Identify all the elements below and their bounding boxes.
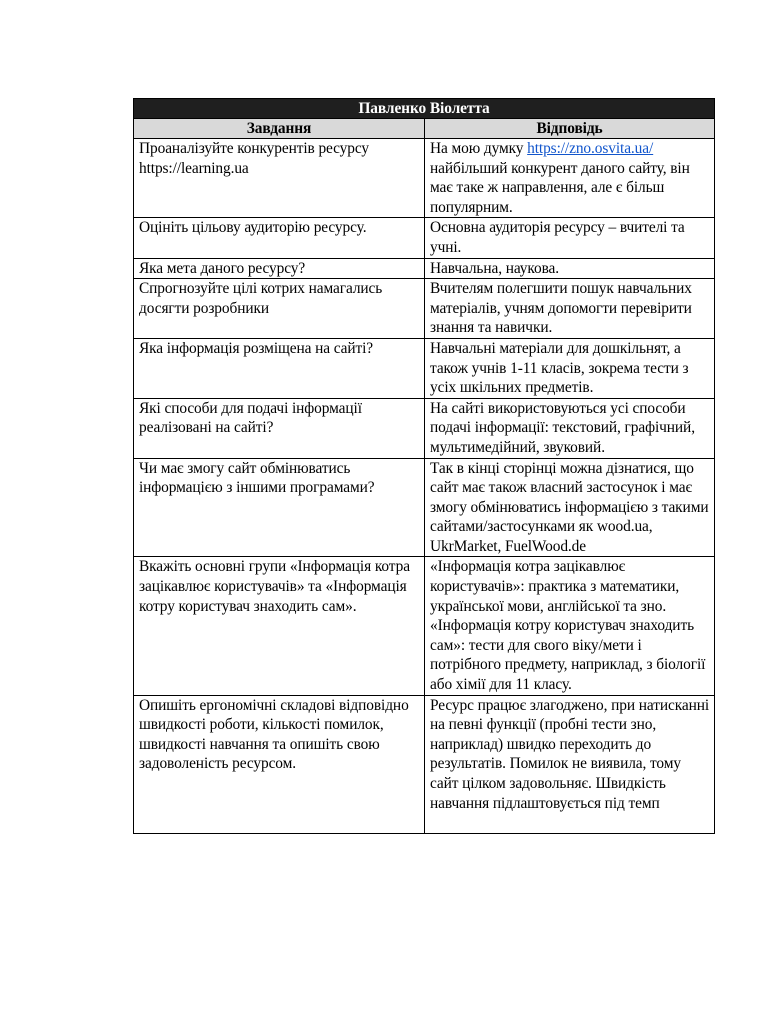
table-row xyxy=(134,258,715,279)
question-cell: Вкажіть основні групи «Інформація котра зацікавлює користувачів» та «Інформація котру користувач знаходить сам». xyxy=(134,557,425,695)
answer-cell: Навчальні матеріали для дошкільнят, а також учнів 1-11 класів, зокрема тести з усіх шкільних предметів. xyxy=(425,338,715,398)
table-row xyxy=(134,695,715,833)
answer-cell: На сайті використовуються усі способи подачі інформації: текстовий, графічний, мультимедійний, звуковий. xyxy=(425,398,715,458)
question-cell: Яка інформація розміщена на сайті? xyxy=(134,338,425,398)
answer-cell: «Інформація котра зацікавлює користувачів»: практика з математики, української мови, англійської та зно. «Інформація котру користувач знаходить сам»: тести для свого віку/мети і потрібного предмету, наприклад, з біології або хімії для 11 класу. xyxy=(425,557,715,695)
answer-text: найбільший конкурент даного сайту, він має таке ж направлення, але є більш популярним. xyxy=(430,159,690,216)
question-cell: Оцініть цільову аудиторію ресурсу. xyxy=(134,218,425,258)
question-cell: Яка мета даного ресурсу? xyxy=(134,258,425,279)
question-cell: Опишіть ергономічні складові відповідно швидкості роботи, кількості помилок, швидкості навчання та опишіть свою задоволеність ресурсом. xyxy=(134,695,425,833)
column-header-answer: Відповідь xyxy=(425,119,715,139)
answer-link[interactable]: https://zno.osvita.ua/ xyxy=(527,140,654,157)
answer-cell xyxy=(425,139,715,218)
table-row xyxy=(134,218,715,258)
question-cell: Чи має змогу сайт обмінюватись інформацією з іншими програмами? xyxy=(134,458,425,557)
table-title-row xyxy=(134,99,715,119)
question-cell: Спрогнозуйте цілі котрих намагались досягти розробники xyxy=(134,279,425,339)
table-row xyxy=(134,338,715,398)
answer-cell: Навчальна, наукова. xyxy=(425,258,715,279)
table-header-row xyxy=(134,119,715,139)
table-row xyxy=(134,557,715,695)
answer-cell: Основна аудиторія ресурсу – вчителі та учні. xyxy=(425,218,715,258)
task-answer-table xyxy=(133,98,715,834)
answer-cell: Ресурс працює злагоджено, при натисканні на певні функції (пробні тести зно, наприклад) швидко переходить до результатів. Помилок не виявила, тому сайт цілком задовольняє. Швидкість навчання підлаштовується під темп xyxy=(425,695,715,833)
column-header-task: Завдання xyxy=(134,119,425,139)
question-cell: Проаналізуйте конкурентів ресурсу https://learning.ua xyxy=(134,139,425,218)
table-row xyxy=(134,279,715,339)
table-row xyxy=(134,139,715,218)
table-row xyxy=(134,398,715,458)
answer-prefix: На мою думку xyxy=(430,140,528,157)
question-cell: Які способи для подачі інформації реалізовані на сайті? xyxy=(134,398,425,458)
table-row xyxy=(134,458,715,557)
answer-cell: Так в кінці сторінці можна дізнатися, що сайт має також власний застосунок і має змогу обмінюватись інформацією з такими сайтами/застосунками як wood.ua, UkrMarket, FuelWood.de xyxy=(425,458,715,557)
answer-cell: Вчителям полегшити пошук навчальних матеріалів, учням допомогти перевірити знання та навички. xyxy=(425,279,715,339)
table-title: Павленко Віолетта xyxy=(134,99,715,119)
